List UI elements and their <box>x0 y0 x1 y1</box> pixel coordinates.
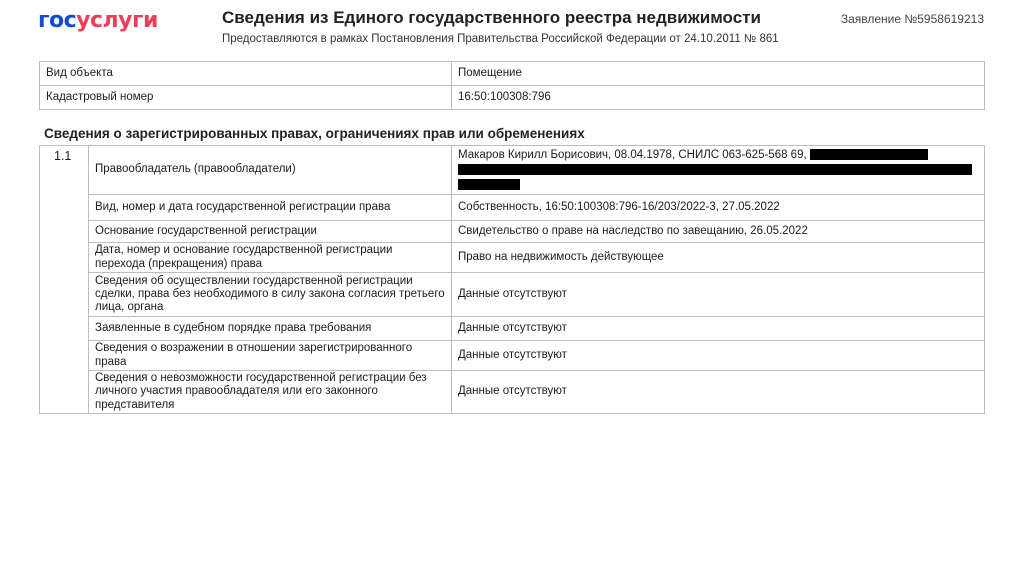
table-row <box>40 273 985 317</box>
registration-basis-label: Основание государственной регистрации <box>89 221 452 243</box>
gosuslugi-logo[interactable] <box>38 8 158 33</box>
table-row <box>40 317 985 341</box>
owner-cell <box>452 146 985 195</box>
impossibility-registration-value: Данные отсутствуют <box>452 371 985 414</box>
document-title: Сведения из Единого государственного реестра недвижимости <box>222 8 761 27</box>
object-type-value: Помещение <box>452 62 985 86</box>
transfer-registration-label: Дата, номер и основание государственной регистрации перехода (прекращения) права <box>89 243 452 273</box>
registration-right-value: Собственность, 16:50:100308:796-16/203/2022-3, 27.05.2022 <box>452 195 985 221</box>
request-number: Заявление №5958619213 <box>840 12 984 26</box>
rights-table <box>39 145 985 414</box>
redaction-bar <box>458 179 520 190</box>
table-row <box>40 62 985 86</box>
redaction-bar <box>458 164 972 175</box>
registration-basis-value: Свидетельство о праве на наследство по завещанию, 26.05.2022 <box>452 221 985 243</box>
cadastral-number-value: 16:50:100308:796 <box>452 86 985 110</box>
redaction-bar <box>810 149 928 160</box>
table-row <box>40 371 985 414</box>
logo-part-uslugi: услуги <box>76 8 158 33</box>
owner-label: Правообладатель (правообладатели) <box>89 146 452 195</box>
impossibility-registration-label: Сведения о невозможности государственной регистрации без личного участия правообладателя или его законного представителя <box>89 371 452 414</box>
objection-value: Данные отсутствуют <box>452 341 985 371</box>
document-subtitle: Предоставляются в рамках Постановления Правительства Российской Федерации от 24.10.2011 № 861 <box>222 33 779 45</box>
table-row <box>40 221 985 243</box>
table-row <box>40 86 985 110</box>
owner-value: Макаров Кирилл Борисович, 08.04.1978, СНИЛС 063-625-568 69, <box>458 148 807 161</box>
right-number: 1.1 <box>40 146 89 414</box>
rights-section-title: Сведения о зарегистрированных правах, ограничениях прав или обременениях <box>44 126 585 141</box>
consent-registration-value: Данные отсутствуют <box>452 273 985 317</box>
cadastral-number-label: Кадастровый номер <box>40 86 452 110</box>
table-row <box>40 195 985 221</box>
court-claims-value: Данные отсутствуют <box>452 317 985 341</box>
object-type-label: Вид объекта <box>40 62 452 86</box>
transfer-registration-value: Право на недвижимость действующее <box>452 243 985 273</box>
objection-label: Сведения о возражении в отношении зарегистрированного права <box>89 341 452 371</box>
table-row <box>40 243 985 273</box>
court-claims-label: Заявленные в судебном порядке права требования <box>89 317 452 341</box>
table-row <box>40 341 985 371</box>
table-row <box>40 146 985 195</box>
logo-part-gos: гос <box>38 8 77 33</box>
registration-right-label: Вид, номер и дата государственной регистрации права <box>89 195 452 221</box>
consent-registration-label: Сведения об осуществлении государственной регистрации сделки, права без необходимого в силу закона согласия третьего лица, органа <box>89 273 452 317</box>
object-info-table <box>39 61 985 110</box>
